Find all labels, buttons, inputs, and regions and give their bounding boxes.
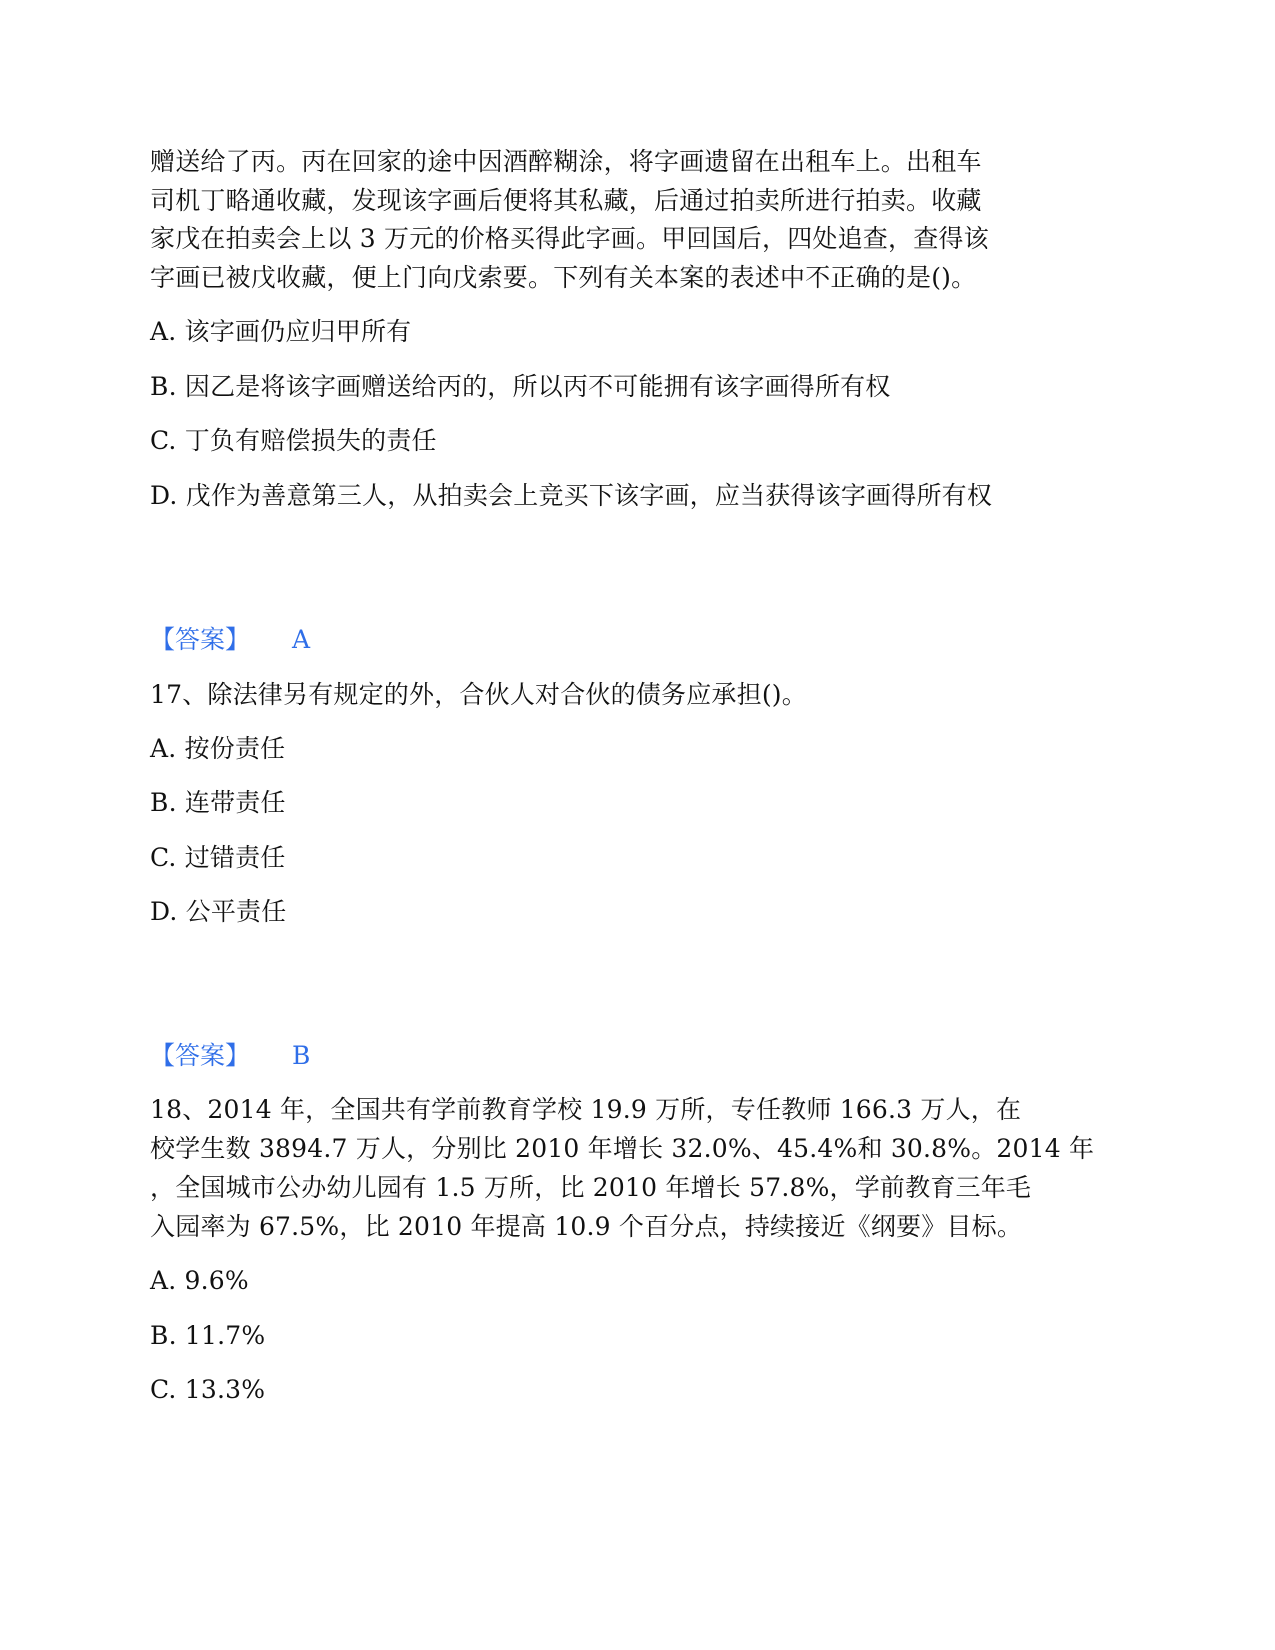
- answer-value: B: [292, 1041, 311, 1070]
- q18-option-a: A. 9.6%: [150, 1266, 249, 1295]
- q18-stem-line: 校学生数 3894.7 万人，分别比 2010 年增长 32.0%、45.4%和 30.8%。2014 年: [150, 1134, 1095, 1163]
- q16-stem-line: 字画已被戊收藏，便上门向戊索要。下列有关本案的表述中不正确的是()。: [150, 263, 977, 292]
- q17-option-b: B. 连带责任: [150, 788, 286, 817]
- q17-option-d: D. 公平责任: [150, 897, 287, 926]
- q16-stem-line: 司机丁略通收藏，发现该字画后便将其私藏，后通过拍卖所进行拍卖。收藏: [150, 186, 982, 215]
- q17-stem: 17、除法律另有规定的外，合伙人对合伙的债务应承担()。: [150, 680, 807, 709]
- answer-label: 【答案】: [150, 625, 251, 654]
- answer-value: A: [292, 625, 311, 654]
- q16-option-a: A. 该字画仍应归甲所有: [150, 317, 412, 346]
- q18-stem-line: ，全国城市公办幼儿园有 1.5 万所，比 2010 年增长 57.8%，学前教育三年毛: [150, 1173, 1032, 1202]
- q16-stem-line: 家戊在拍卖会上以 3 万元的价格买得此字画。甲回国后，四处追查，查得该: [150, 224, 989, 253]
- q16-option-b: B. 因乙是将该字画赠送给丙的，所以丙不可能拥有该字画得所有权: [150, 372, 891, 401]
- q18-option-b: B. 11.7%: [150, 1321, 266, 1350]
- q16-answer: [150, 625, 310, 655]
- q16-stem-line: 赠送给了丙。丙在回家的途中因酒醉糊涂，将字画遗留在出租车上。出租车: [150, 147, 982, 176]
- q16-option-d: D. 戊作为善意第三人，从拍卖会上竞买下该字画，应当获得该字画得所有权: [150, 481, 993, 510]
- q16-option-c: C. 丁负有赔偿损失的责任: [150, 426, 437, 455]
- q17-option-a: A. 按份责任: [150, 734, 286, 763]
- q18-option-c: C. 13.3%: [150, 1375, 266, 1404]
- answer-label: 【答案】: [150, 1041, 251, 1070]
- q17-option-c: C. 过错责任: [150, 843, 286, 872]
- q18-stem-line: 18、2014 年，全国共有学前教育学校 19.9 万所，专任教师 166.3 万人，在: [150, 1095, 1022, 1124]
- q18-stem-line: 入园率为 67.5%，比 2010 年提高 10.9 个百分点，持续接近《纲要》目标。: [150, 1212, 1023, 1241]
- q17-answer: [150, 1041, 310, 1071]
